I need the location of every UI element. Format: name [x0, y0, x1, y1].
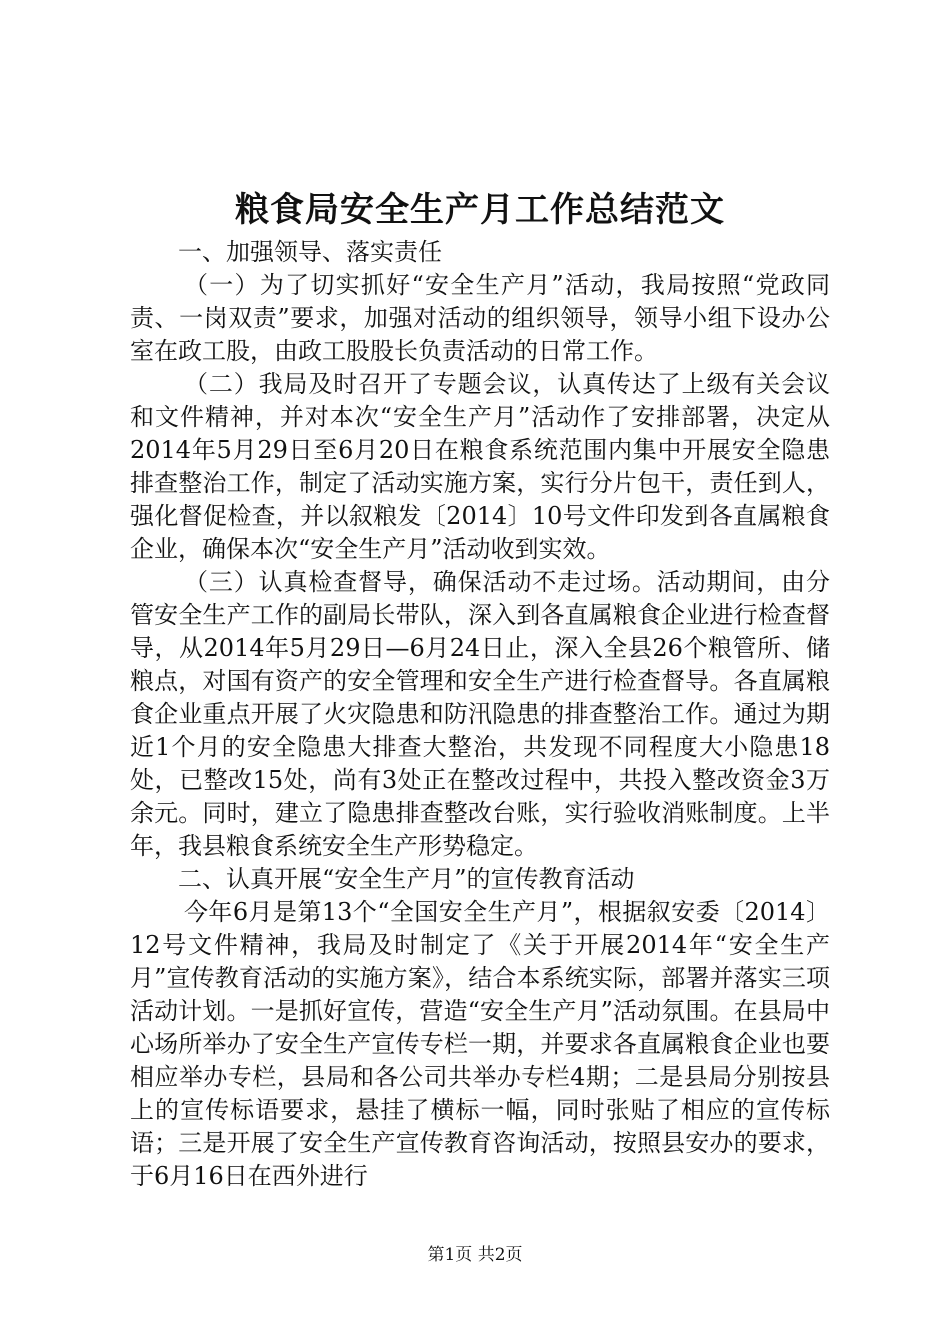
- paragraph-2: （二）我局及时召开了专题会议，认真传达了上级有关会议和文件精神，并对本次“安全生产月”活动作了安排部署，决定从2014年5月29日至6月20日在粮食系统范围内集中开展安全隐患排查整治工作，制定了活动实施方案，实行分片包干，责任到人，强化督促检查，并以叙粮发〔2014〕10号文件印发到各直属粮食企业，确保本次“安全生产月”活动收到实效。: [130, 370, 830, 563]
- document-title: 粮食局安全生产月工作总结范文: [235, 190, 725, 230]
- paragraph-4: 今年6月是第13个“全国安全生产月”，根据叙安委〔2014〕12号文件精神，我局及时制定了《关于开展2014年“安全生产月”宣传教育活动的实施方案》，结合本系统实际，部署并落实三项活动计划。一是抓好宣传，营造“安全生产月”活动氛围。在县局中心场所举办了安全生产宣传专栏一期，并要求各直属粮食企业也要相应举办专栏，县局和各公司共举办专栏4期；二是县局分别按县上的宣传标语要求，悬挂了横标一幅，同时张贴了相应的宣传标语；三是开展了安全生产宣传教育咨询活动，按照县安办的要求，于6月16日在西外进行: [130, 898, 830, 1190]
- section-heading-2: 二、认真开展“安全生产月”的宣传教育活动: [178, 865, 635, 893]
- paragraph-3: （三）认真检查督导，确保活动不走过场。活动期间，由分管安全生产工作的副局长带队，深入到各直属粮食企业进行检查督导，从2014年5月29日—6月24日止，深入全县26个粮管所、储粮点，对国有资产的安全管理和安全生产进行检查督导。各直属粮食企业重点开展了火灾隐患和防汛隐患的排查整治工作。通过为期近1个月的安全隐患大排查大整治，共发现不同程度大小隐患18处，已整改15处，尚有3处正在整改过程中，共投入整改资金3万余元。同时，建立了隐患排查整改台账，实行验收消账制度。上半年，我县粮食系统安全生产形势稳定。: [130, 568, 830, 860]
- section-heading-1: 一、加强领导、落实责任: [178, 238, 442, 266]
- paragraph-1: （一）为了切实抓好“安全生产月”活动，我局按照“党政同责、一岗双责”要求，加强对活动的组织领导，领导小组下设办公室在政工股，由政工股股长负责活动的日常工作。: [130, 271, 830, 365]
- page-footer: 第1页 共2页: [427, 1245, 523, 1265]
- document-page: [130, 188, 830, 1193]
